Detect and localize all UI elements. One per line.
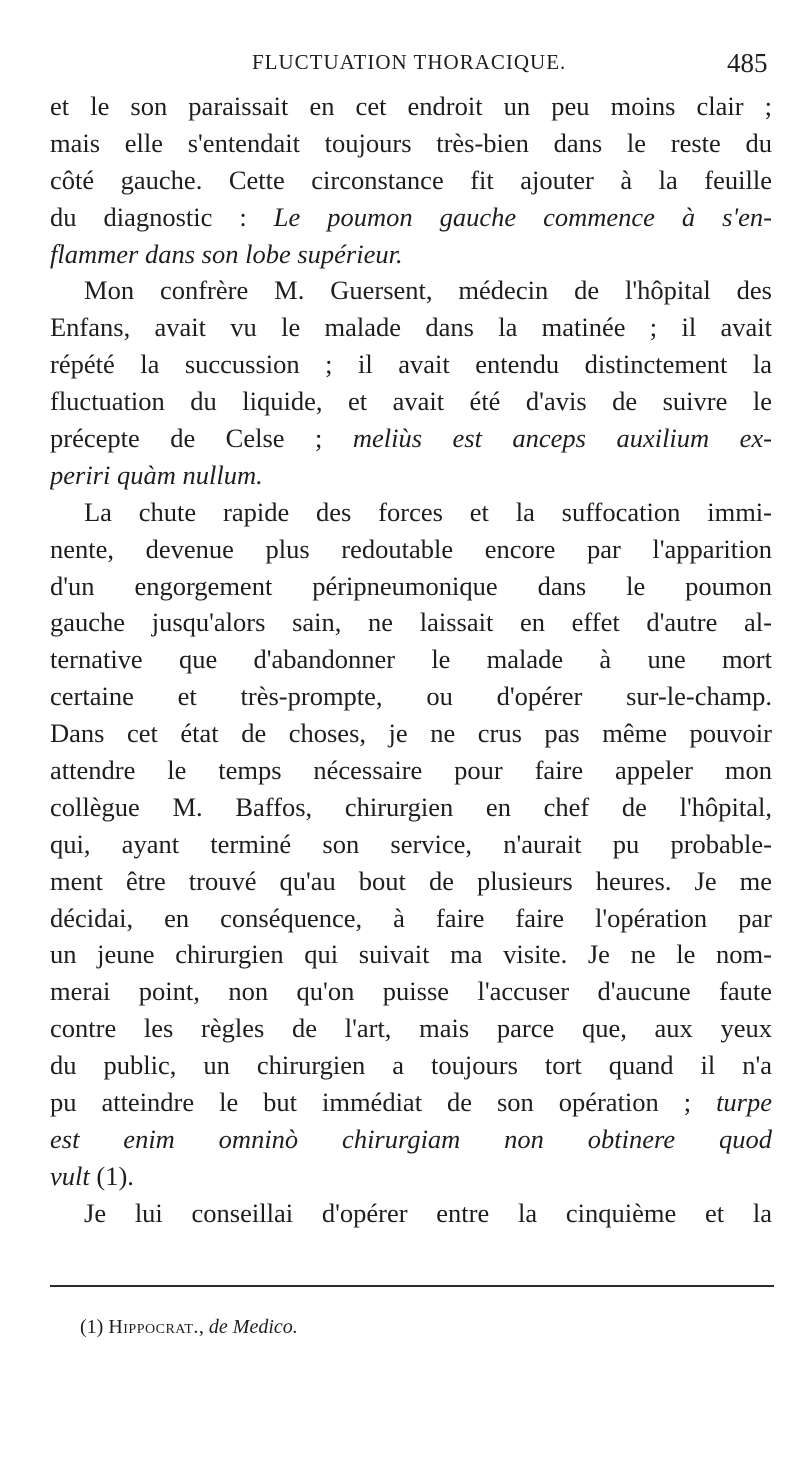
text-line: nente, devenue plus redoutable encore par l'apparition (50, 533, 772, 564)
text-line: merai point, non qu'on puisse l'accuser d'aucune faute (50, 976, 772, 1007)
footnote-work: de Medico. (208, 1316, 298, 1338)
text-fragment: pu atteindre le but immédiat de son opération ; (50, 1087, 717, 1118)
text-fragment: du diagnostic : (50, 201, 274, 232)
text-line: Mon confrère M. Guersent, médecin de l'hôpital des (84, 275, 772, 306)
text-line (50, 420, 772, 457)
footnote-separator: , (198, 1316, 209, 1338)
text-line: Dans cet état de choses, je ne crus pas même pouvoir (50, 718, 772, 749)
page-header (0, 50, 800, 90)
text-line: et le son paraissait en cet endroit un peu moins clair ; (50, 91, 772, 121)
text-line: ment être trouvé qu'au bout de plusieurs heures. Je me (50, 865, 772, 896)
italic-phrase: flammer dans son lobe supérieur. (50, 238, 403, 269)
text-line: qui, ayant terminé son service, n'aurait pu probable- (50, 828, 772, 859)
footnote-marker: (1) (80, 1316, 104, 1338)
running-head: FLUCTUATION THORACIQUE. (252, 50, 567, 74)
italic-phrase: est enim omninò chirurgiam non obtinere quod (50, 1123, 772, 1154)
text-line: ternative que d'abandonner le malade à une mort (50, 644, 772, 675)
text-line (50, 1158, 772, 1195)
footnote-reference: (1). (89, 1160, 134, 1191)
text-line: un jeune chirurgien qui suivait ma visite. Je ne le nom- (50, 939, 772, 970)
italic-phrase: Le poumon gauche commence à s'en- (273, 201, 772, 232)
text-line: mais elle s'entendait toujours très-bien dans le reste du (50, 127, 772, 158)
italic-phrase: meliùs est anceps auxilium ex- (352, 423, 772, 454)
text-line: décidai, en conséquence, à faire faire l'opération par (50, 902, 772, 933)
text-line: attendre le temps nécessaire pour faire appeler mon (50, 755, 772, 786)
text-line: Je lui conseillai d'opérer entre la cinquième et la (84, 1197, 772, 1228)
text-line: du public, un chirurgien a toujours tort quand il n'a (50, 1050, 772, 1081)
text-line: côté gauche. Cette circonstance fit ajouter à la feuille (50, 164, 772, 195)
footnote (80, 1316, 298, 1339)
text-line: gauche jusqu'alors sain, ne laissait en effet d'autre al- (50, 607, 772, 638)
footnote-author: Hippocrat. (108, 1316, 199, 1338)
italic-phrase: periri quàm nullum. (50, 459, 263, 490)
text-line: Enfans, avait vu le malade dans la matinée ; il avait (50, 312, 772, 343)
text-line (50, 1121, 772, 1158)
text-line (50, 236, 772, 273)
text-line (50, 199, 772, 236)
text-line: répété la succussion ; il avait entendu distinctement la (50, 349, 772, 380)
text-line: collègue M. Baffos, chirurgien en chef de l'hôpital, (50, 791, 772, 822)
text-line: La chute rapide des forces et la suffocation immi- (84, 496, 772, 527)
italic-phrase: vult (50, 1160, 90, 1191)
text-line: certaine et très-prompte, ou d'opérer sur-le-champ. (50, 681, 772, 712)
text-line (50, 1084, 772, 1121)
page-number: 485 (727, 48, 768, 78)
text-fragment: précepte de Celse ; (50, 423, 353, 454)
text-line: contre les règles de l'art, mais parce que, aux yeux (50, 1013, 772, 1044)
footnote-rule (50, 1285, 774, 1287)
text-line: d'un engorgement péripneumonique dans le poumon (50, 570, 772, 601)
italic-phrase: turpe (716, 1087, 772, 1118)
text-line (50, 457, 772, 494)
body-text (50, 88, 772, 1232)
text-line: fluctuation du liquide, et avait été d'avis de suivre le (50, 386, 772, 417)
